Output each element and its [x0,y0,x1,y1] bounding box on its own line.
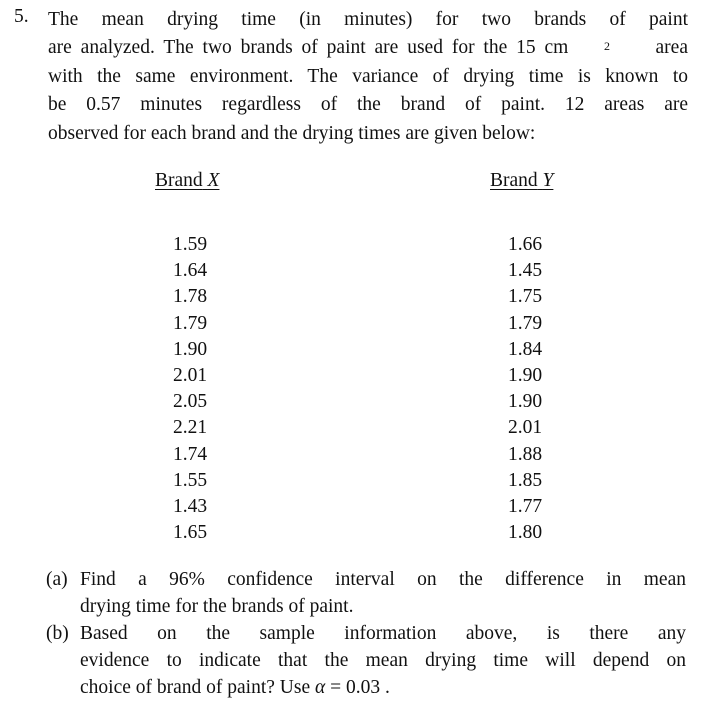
brand-y-value: 1.45 [508,260,543,282]
part-b-line: evidence to indicate that the mean drying time will depend on [80,650,686,671]
brand-y-value: 1.66 [508,234,543,255]
part-b-label: (b) [46,623,69,644]
question-number: 5. [14,6,29,27]
question-line-part: are analyzed. The two brands of paint are used for the 15 cm [48,37,569,59]
sub-questions [46,566,686,701]
question-line: observed for each brand and the drying times are given below: [48,122,536,144]
drying-times-table [0,170,710,544]
brand-x-value: 1.90 [173,338,208,360]
brand-x-value: 2.05 [173,391,208,413]
alpha-value: = 0.03 . [330,677,390,698]
brand-y-header [490,170,553,192]
brand-x-value: 1.65 [173,522,208,544]
brand-x-value: 1.59 [173,234,208,255]
brand-y-value: 1.80 [508,522,543,544]
brand-y-label: Brand [490,170,538,191]
brand-y-values [508,232,542,546]
part-b [46,620,686,701]
question-text [48,6,688,148]
brand-x-value: 2.01 [173,365,208,387]
brand-x-value: 1.55 [173,469,208,491]
part-b-line: Based on the sample information above, is there any [80,623,686,644]
brand-y-value: 1.85 [508,469,543,491]
brand-y-value: 1.75 [508,286,543,308]
brand-x-var: X [207,170,220,191]
part-b-text: choice of brand of paint? Use [80,677,311,698]
brand-x-value: 1.78 [173,286,208,308]
brand-y-value: 2.01 [508,417,543,439]
brand-x-value: 1.64 [173,260,208,282]
brand-x-label: Brand [155,170,203,191]
brand-x-header [155,170,219,192]
brand-x-value: 1.43 [173,496,208,518]
brand-y-value: 1.77 [508,496,543,518]
alpha-symbol: α [315,677,326,698]
brand-y-value: 1.84 [508,338,543,360]
superscript: 2 [603,39,610,54]
part-a-line: drying time for the brands of paint. [80,596,354,617]
brand-y-value: 1.88 [508,443,543,465]
question-line [48,34,688,62]
part-a [46,566,686,620]
question-line-part: area [655,37,688,59]
brand-x-column [155,170,220,544]
part-a-line: Find a 96% confidence interval on the difference in mean [80,569,686,590]
brand-y-value: 1.79 [508,312,543,334]
part-b-line [80,674,686,701]
brand-x-value: 1.79 [173,312,208,334]
brand-y-value: 1.90 [508,391,543,413]
question-line: with the same environment. The variance of drying time is known to [48,65,688,87]
brand-x-values [173,232,207,546]
brand-y-column [490,170,554,544]
question-line: The mean drying time (in minutes) for two brands of paint [48,9,688,30]
brand-x-value: 2.21 [173,417,208,439]
brand-y-var: Y [542,170,554,191]
part-a-label: (a) [46,569,68,590]
question-line: be 0.57 minutes regardless of the brand of paint. 12 areas are [48,94,688,116]
brand-y-value: 1.90 [508,365,543,387]
brand-x-value: 1.74 [173,443,208,465]
